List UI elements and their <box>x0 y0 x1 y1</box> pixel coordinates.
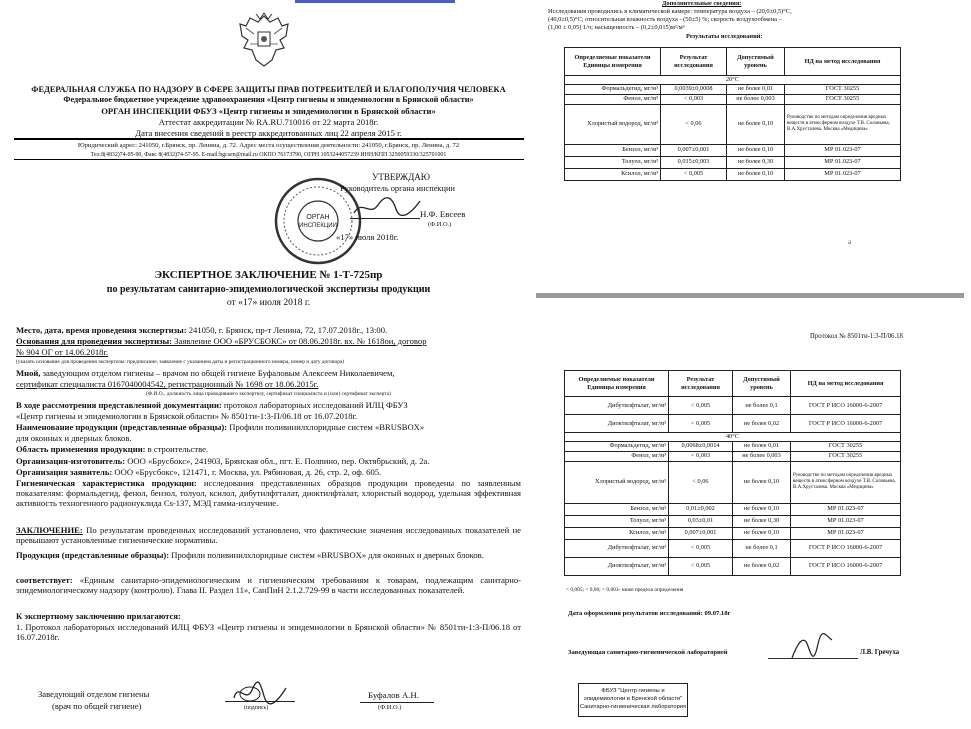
application-area-line: Область применения продукции: в строительстве. <box>16 444 209 454</box>
top-edge-strip <box>295 0 455 3</box>
additional-info-page <box>538 0 971 290</box>
table-row: Диоктилфталат, мг/м³ < 0,005 не более 0,02 ГОСТ Р ИСО 16000-6-2007 <box>565 557 901 575</box>
accreditation-line: Аттестат аккредитации № RA.RU.710016 от 22 марта 2018г. <box>158 117 379 127</box>
footer-fio: (Ф.И.О.) <box>378 704 402 711</box>
col-indicator: Определяемые показатели Единицы измерения <box>565 371 669 397</box>
lab-head-role: Заведующая санитарно-гигиенической лабораторией <box>568 649 728 656</box>
results-table-20c <box>564 47 901 181</box>
expert-note: (Ф.И.О., должность лица проводившего экспертизу, сертификат специалиста и (или) сертификат эксперта) <box>146 391 391 397</box>
additional-info-title: Дополнительные сведения: <box>662 0 742 7</box>
approve-title: УТВЕРЖДАЮ <box>372 172 431 182</box>
lab-head-signature-icon <box>786 632 836 664</box>
lab-stamp-line-2: эпидемиологии в Брянской области" <box>583 696 683 702</box>
conclusion-text: ЗАКЛЮЧЕНИЕ: По результатам проведенных исследований установлено, что фактические значения исследованных показателей не превышают установленные гигиенические нормативы. <box>16 525 521 546</box>
table-row: Ксилол, мг/м³ < 0,005 не более 0,10 МР 01.023-07 <box>565 168 901 180</box>
svg-text:ИНСПЕКЦИИ: ИНСПЕКЦИИ <box>299 223 337 229</box>
conclusion-subtitle: по результатам санитарно-эпидемиологической экспертизы продукции <box>106 284 431 295</box>
approve-date: «17» июля 2018г. <box>336 232 399 242</box>
temperature-row: 20°С <box>565 76 901 85</box>
basis-line: Основания для проведения экспертизы: Заявление ООО «БРУСБОКС» от 08.06.2018г. вх. № 1618ои, договор <box>16 336 427 346</box>
table-row: Диоктилфталат, мг/м³ < 0,005 не более 0,02 ГОСТ Р ИСО 16000-6-2007 <box>565 415 901 433</box>
col-method: НД на метод исследования <box>785 48 901 76</box>
inspection-body: ОРГАН ИНСПЕКЦИИ ФБУЗ «Центр гигиены и эпидемиологии в Брянской области» <box>101 106 436 116</box>
approve-name: Н.Ф. Евсеев <box>420 209 466 219</box>
table-row: Хлористый водород, мг/м³ < 0,06 не более 0,10 Руководство по методам определения вредных веществ в атмосферном воздухе Т.В. Соловьева, В.А.Хрусталева. Москва «Медицина» <box>565 461 901 503</box>
table-footnote: < 0,005; < 0,06; < 0,003- ниже предела определения <box>566 587 684 593</box>
col-limit: Допустимый уровень <box>733 371 791 397</box>
protocol-number: Протокол № 8501ти-1:3-П/06.18 <box>810 333 903 340</box>
table-row: Дибутилфталат, мг/м³ < 0,005 не более 0,1 ГОСТ Р ИСО 16000-6-2007 <box>565 539 901 557</box>
attachment-item: 1. Протокол лабораторных исследований ИЛЦ ФБУЗ «Центр гигиены и эпидемиологии в Брянской области» № 8501ти-1:3-П/06.18 от 16.07.2018г. <box>16 622 521 643</box>
lab-stamp-line-3: Санитарно-гигиеническая лаборатория <box>579 704 687 710</box>
conditions-line-1: Исследования проводились в климатической камере: температура воздуха – (20,0±0,5)°С, <box>548 8 792 15</box>
table-header-row <box>565 371 901 397</box>
footer-role-2: (врач по общей гигиене) <box>52 701 142 711</box>
margin-mark: a <box>848 238 852 246</box>
footer-sign-line <box>225 701 295 702</box>
lab-stamp <box>578 683 688 717</box>
approve-fio: (Ф.И.О.) <box>428 221 452 228</box>
table-header-row <box>565 48 901 76</box>
footer-role: Заведующий отделом гигиены <box>38 689 150 699</box>
table-row: Формальдегид, мг/м³ 0,0068±0,0014 не более 0,01 ГОСТ 30255 <box>565 441 901 451</box>
conditions-line-3: (1,00 ± 0,05) 1/ч; насыщенность – (0,2±0,015)м²/м³ <box>548 24 685 31</box>
page-separator <box>536 293 964 298</box>
table-row: Бензол, мг/м³ 0,007±0,001 не более 0,10 МР 01.023-07 <box>565 144 901 156</box>
basis-note: (указать основание для проведения экспертизы: предписание, заявление с указанием даты и регистрационного номера, номер и дату договора) <box>16 359 345 365</box>
col-indicator: Определяемые показатели Единицы измерения <box>565 48 661 76</box>
header-divider <box>14 138 524 140</box>
product-line: Продукция (представленные образцы): Профили поливинилхлоридные систем «BRUSBOX» для оконных и дверных блоков. <box>16 550 484 560</box>
institution-name: Федеральное бюджетное учреждение здравоохранения «Центр гигиены и эпидемиологии в Брянской области» <box>63 95 474 104</box>
conclusion-title: ЭКСПЕРТНОЕ ЗАКЛЮЧЕНИЕ № 1-Т-725пр <box>154 269 383 281</box>
expert-line-2: сертификат специалиста 0167040004542, регистрационный № 1698 от 18.06.2015г. <box>16 379 319 389</box>
col-method: НД на метод исследования <box>791 371 901 397</box>
address-line: Юридический адрес: 241050, г.Брянск, пр. Ленина, д. 72. Адрес места осуществления деятельности: 241050, г.Брянск, пр. Ленина, д. 72 <box>77 142 460 149</box>
table-row: Фенол, мг/м³ < 0,003 не более 0,003 ГОСТ 30255 <box>565 451 901 461</box>
table-row: Бензол, мг/м³ 0,01±0,002 не более 0,10 МР 01.023-07 <box>565 503 901 515</box>
place-line: Место, дата, время проведения экспертизы: 241050, г. Брянск, пр-т Ленина, 72, 17.07.2018г., 13:00. <box>16 325 388 335</box>
results-table-40c <box>564 370 901 576</box>
col-result: Результат исследования <box>669 371 733 397</box>
results-date: Дата оформления результатов исследований: 09.07.18г <box>568 610 731 617</box>
docs-line: В ходе рассмотрения представленной документации: протокол лабораторных исследований ИЛЦ ФБУЗ <box>16 400 408 410</box>
footer-name: Буфалов А.Н. <box>368 690 419 700</box>
registry-date-line: Дата внесения сведений в реестр аккредитованных лиц 22 апреля 2015 г. <box>135 128 402 138</box>
footer-sign-caption: (подпись) <box>244 705 269 711</box>
table-row: Фенол, мг/м³ < 0,003 не более 0,003 ГОСТ 30255 <box>565 94 901 104</box>
conditions-line-2: (40,0±0,5)°С; относительная влажность воздуха - (50±5) %; скорость воздухообмена – <box>548 16 782 23</box>
agency-name: ФЕДЕРАЛЬНАЯ СЛУЖБА ПО НАДЗОРУ В СФЕРЕ ЗАЩИТЫ ПРАВ ПОТРЕБИТЕЛЕЙ И БЛАГОПОЛУЧИЯ ЧЕЛОВЕКА <box>31 85 506 94</box>
svg-text:ОРГАН: ОРГАН <box>306 214 330 221</box>
protocol-page <box>538 300 971 729</box>
lab-head-sign-line <box>768 658 858 659</box>
applicant-line: Организация заявитель: ООО «Брусбокс», 121471, г. Москва, ул. Рябиновая, д. 26, стр. 2, оф. 605. <box>16 467 382 477</box>
product-name-line-2: для оконных и дверных блоков. <box>16 433 132 443</box>
product-name-line: Наименование продукции (представленные образцы): Профили поливинилхлоридные систем «BRUSBOX» <box>16 422 425 432</box>
hygienic-characteristic: Гигиеническая характеристика продукции: исследования представленных образцов продукции проведены по заявленным показателям: формальдегид, фенол, бензол, толуол, ксилол, дибутилфтталат, диоктилфталат, хлористый водород, удельная эффективная активность техногенного радионуклида Cs-137, МЭД гамма-излучение. <box>16 478 521 509</box>
manufacturer-line: Организация-изготовитель: ООО «Брусбокс», 241903, Брянская обл., пгт. Е. Полпино, пер. Октябрьский, д. 2а. <box>16 456 430 466</box>
table-row: Толуол, мг/м³ 0,03±0,01 не более 0,30 МР 01.023-07 <box>565 515 901 527</box>
lab-head-name: Л.В. Гречуха <box>860 649 900 656</box>
conclusion-date: от «17» июля 2018 г. <box>226 297 311 308</box>
col-result: Результат исследования <box>661 48 727 76</box>
basis-line-2: № 904 ОГ от 14.06.2018г. <box>16 347 109 357</box>
table-row: Ксилол, мг/м³ 0,007±0,001 не более 0,10 МР 01.023-07 <box>565 527 901 539</box>
table-row: Формальдегид, мг/м³ 0,0039±0,0008 не более 0,01 ГОСТ 30255 <box>565 84 901 94</box>
table-row: Толуол, мг/м³ 0,015±0,003 не более 0,30 МР 01.023-07 <box>565 156 901 168</box>
temperature-row: 40°С <box>565 433 901 442</box>
approve-sign-line <box>350 218 420 219</box>
table-row: Хлористый водород, мг/м³ < 0,06 не более 0,10 Руководство по методам определения вредных веществ в атмосферном воздухе Т.В. Соловьева, В.А.Хрусталева. Москва «Медицина» <box>565 104 901 144</box>
contacts-divider <box>14 159 524 160</box>
director-signature-icon <box>352 195 422 219</box>
expert-line: Мной, заведующим отделом гигиены – врачом по общей гигиене Буфаловым Алексеем Николаевичем, <box>16 368 395 378</box>
results-title: Результаты исследований: <box>686 33 763 40</box>
docs-line-2: «Центр гигиены и эпидемиологии в Брянской области» № 8501ти-1:3-П/06.18 от 16.07.2018г. <box>16 411 358 421</box>
col-limit: Допустимый уровень <box>727 48 785 76</box>
footer-name-line <box>360 702 434 703</box>
compliance-line: соответствует: «Единым санитарно-эпидемиологическим и гигиеническим требованиям к товарам, подлежащим санитарно-эпидемиологическому надзору (контролю). Глава II. Раздел 11», СанПиН 2.1.2.729-99 в части исследованных показателей. <box>16 575 521 596</box>
contacts-line: Тел.8(4832)74-95-90, Факс 8(4832)74-57-95. E-mail:bgcsen@mail.ru ОКПО 76173790, ОГРН 1053244057239 ИНН/КПП 3250059330/325701001 <box>90 152 447 158</box>
table-row: Дибутилфталат, мг/м³ < 0,005 не более 0,1 ГОСТ Р ИСО 16000-6-2007 <box>565 397 901 415</box>
approve-role: Руководитель органа инспекции <box>340 184 455 193</box>
lab-stamp-line-1: ФБУЗ "Центр гигиены и <box>601 688 665 694</box>
coat-of-arms-icon <box>236 10 292 70</box>
attachments-title: К экспертному заключению прилагаются: <box>16 611 181 621</box>
